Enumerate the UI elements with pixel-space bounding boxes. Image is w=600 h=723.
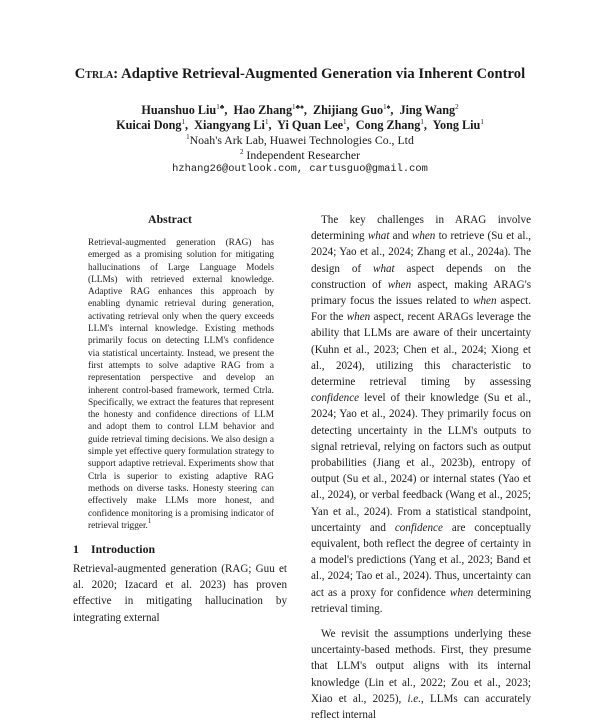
author: Jing Wang [399, 103, 456, 117]
right-paragraph-2: We revisit the assumptions underlying these uncertainty-based methods. First, they presume that LLM's output aligns with its internal knowledge (Lin et al., 2022; Zou et al., 2023; Xiao et al., 2025), i.e., LLMs can accurately reflect internal [311, 628, 531, 722]
author-affil-mark: 1 [480, 118, 484, 126]
contact-emails: hzhang26@outlook.com, cartusguo@gmail.com [172, 163, 428, 175]
title-rest: : Adaptive Retrieval-Augmented Generation via Inherent Control [113, 66, 526, 82]
author-affil-mark: 2 [455, 103, 459, 111]
author-affil-mark: 1 [420, 118, 424, 126]
affiliation-1: $^1$Noah's Ark Lab, Huawei Technologies Co., Ltd [186, 133, 414, 147]
abstract-text: Retrieval-augmented generation (RAG) has emerged as a promising solution for mitigating hallucinations of Large Language Models (LLMs) with retrieved external knowledge. Adaptive RAG enhances this approach by enabling dynamic retrieval during generation, activating retrieval only when the query exceeds LLM's internal knowledge. Existing methods primarily focus on detecting LLM's confidence via statistical uncertainty. Instead, we present the first attempts to solve adaptive RAG from a representation perspective and develop an inherent control-based framework, termed Ctrla. Specifically, we extract the features that represent the honesty and confidence directions of LLM and adopt them to control LLM behavior and guide retrieval timing decisions. We also design a simple yet effective query formulation strategy to support adaptive retrieval. Experiments show that Ctrla is superior to existing adaptive RAG methods on diverse tasks. Honesty steering can effectively make LLMs more honest, and confidence monitoring is a promising indicator of retrieval trigger.$^1$ [88, 238, 274, 531]
section-title: Introduction [91, 542, 156, 556]
author: Cong Zhang [355, 118, 421, 132]
author: Zhijiang Guo [313, 103, 384, 117]
introduction-text: Retrieval-augmented generation (RAG; Guu et al. 2020; Izacard et al. 2023) has proven effective in mitigating hallucination by integrating external [73, 563, 287, 624]
author-affil-mark: 1 [343, 118, 347, 126]
right-paragraph-1: The key challenges in ARAG involve determining what and when to retrieve (Su et al., 2024; Yao et al., 2024; Zhang et al., 2024a). The design of what aspect depends on the construction of when aspect, making ARAG's primary focus the issues related to when aspect. For the when aspect, recent ARAGs leverage the ability that LLMs are aware of their uncertainty (Kuhn et al., 2023; Chen et al., 2024; Xiong et al., 2024), utilizing this characteristic to determine retrieval timing by assessing confidence level of their knowledge (Su et al., 2024; Yao et al., 2024). They primarily focus on detecting uncertainty in the LLM's outputs to signal retrieval, relying on factors such as output probabilities (Jiang et al., 2023b), entropy of output (Su et al., 2024) or internal states (Yao et al., 2024), or verbal feedback (Wang et al., 2025; Yan et al., 2024). From a statistical standpoint, uncertainty and confidence are conceptually equivalent, both reflect the degree of certainty in a model's predictions (Yang et al., 2023; Band et al., 2024; Tao et al., 2024). Thus, uncertainty can act as a proxy for confidence when determining retrieval timing. [311, 214, 532, 615]
author-affil-mark: 1♣♠ [292, 103, 304, 111]
section-number: 1 [73, 542, 79, 556]
author: Yi Quan Lee [277, 118, 344, 132]
author: Huanshuo Liu [141, 103, 217, 117]
affiliation-2: $^2$ Independent Researcher [239, 148, 361, 162]
author-line-1: Huanshuo Liu$^{1♣}$, Hao Zhang$^{1♣♠}$, Zhijiang Guo$^{1♠}$, Jing Wang$^2$ [141, 103, 459, 117]
author-affil-mark: 1 [264, 118, 269, 126]
author-affil-mark: 1 [181, 118, 186, 126]
right-column [311, 212, 531, 723]
author-affil-mark: 1♠ [383, 103, 391, 111]
author: Hao Zhang [233, 103, 293, 117]
author: Kuicai Dong [116, 118, 182, 132]
paper-title [40, 66, 560, 83]
footnote-mark: 1 [147, 516, 152, 525]
author-line-2: Kuicai Dong$^1$, Xiangyang Li$^1$, Yi Quan Lee$^1$, Cong Zhang$^1$, Yong Liu$^1$ [116, 118, 484, 132]
abstract-heading: Abstract [148, 212, 192, 226]
section-heading-introduction [73, 542, 155, 557]
method-name: Ctrla [74, 66, 114, 82]
author: Yong Liu [432, 118, 481, 132]
author: Xiangyang Li [194, 118, 265, 132]
author-affil-mark: 1♣ [216, 103, 225, 111]
